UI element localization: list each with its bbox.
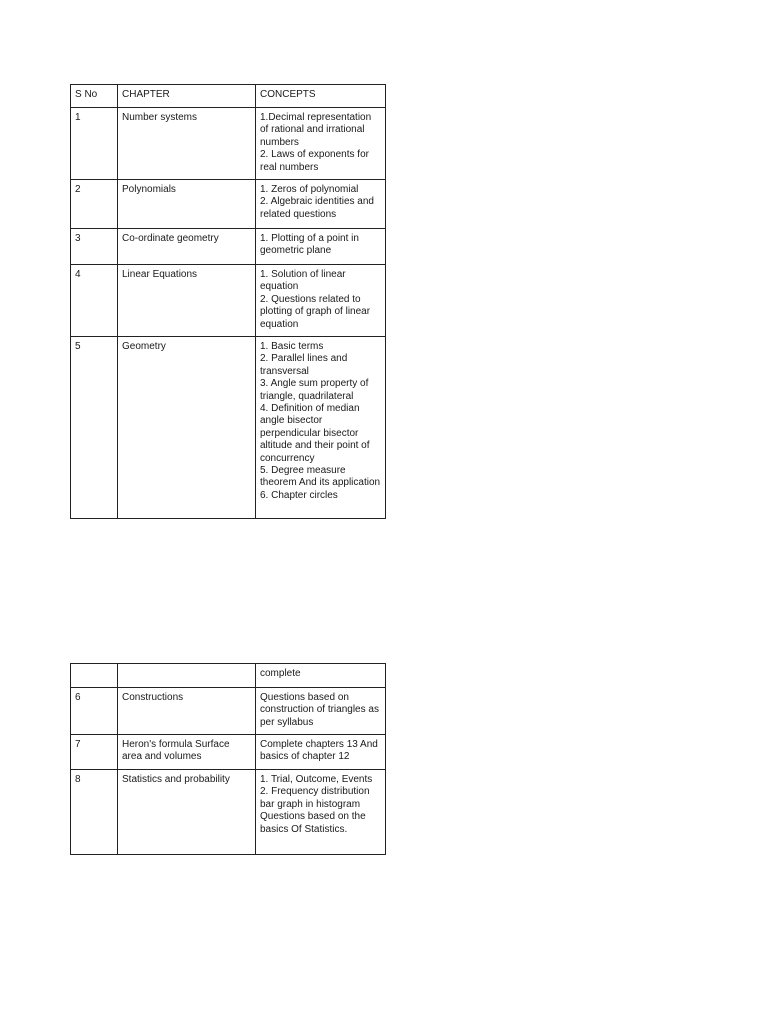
syllabus-table-1: [70, 84, 386, 519]
cell-concepts: Complete chapters 13 And basics of chapter 12: [256, 735, 386, 770]
cell-concepts: 1.Decimal representation of rational and irrational numbers 2. Laws of exponents for real numbers: [256, 108, 386, 180]
cell-concepts: 1. Trial, Outcome, Events 2. Frequency distribution bar graph in histogram Questions based on the basics Of Statistics.: [256, 770, 386, 855]
cell-sno: 3: [71, 229, 118, 265]
table-row: [71, 180, 386, 229]
table-row: [71, 688, 386, 735]
cell-concepts: 1. Zeros of polynomial 2. Algebraic identities and related questions: [256, 180, 386, 229]
table-row: [71, 664, 386, 688]
cell-concepts: 1. Solution of linear equation 2. Questions related to plotting of graph of linear equation: [256, 265, 386, 337]
cell-chapter: [118, 664, 256, 688]
cell-chapter: Linear Equations: [118, 265, 256, 337]
cell-sno: 5: [71, 337, 118, 519]
cell-sno: 1: [71, 108, 118, 180]
cell-sno: 8: [71, 770, 118, 855]
header-concepts: CONCEPTS: [256, 85, 386, 108]
cell-chapter: Geometry: [118, 337, 256, 519]
table-row: [71, 229, 386, 265]
cell-chapter: Number systems: [118, 108, 256, 180]
header-chapter: CHAPTER: [118, 85, 256, 108]
cell-sno: 4: [71, 265, 118, 337]
cell-concepts: Questions based on construction of triangles as per syllabus: [256, 688, 386, 735]
syllabus-table-2: [70, 663, 386, 855]
cell-chapter: Polynomials: [118, 180, 256, 229]
cell-chapter: Constructions: [118, 688, 256, 735]
cell-chapter: Statistics and probability: [118, 770, 256, 855]
table-header-row: [71, 85, 386, 108]
cell-concepts: 1. Plotting of a point in geometric plane: [256, 229, 386, 265]
table-row: [71, 337, 386, 519]
cell-sno: 7: [71, 735, 118, 770]
cell-sno: 6: [71, 688, 118, 735]
cell-chapter: Heron's formula Surface area and volumes: [118, 735, 256, 770]
table-row: [71, 735, 386, 770]
cell-concepts: 1. Basic terms 2. Parallel lines and transversal 3. Angle sum property of triangle, quadrilateral 4. Definition of median angle bisector perpendicular bisector altitude and their point of concurrency 5. Degree measure theorem And its application 6. Chapter circles: [256, 337, 386, 519]
cell-sno: [71, 664, 118, 688]
table-row: [71, 265, 386, 337]
table-row: [71, 108, 386, 180]
header-sno: S No: [71, 85, 118, 108]
cell-sno: 2: [71, 180, 118, 229]
cell-concepts: complete: [256, 664, 386, 688]
table-row: [71, 770, 386, 855]
cell-chapter: Co-ordinate geometry: [118, 229, 256, 265]
